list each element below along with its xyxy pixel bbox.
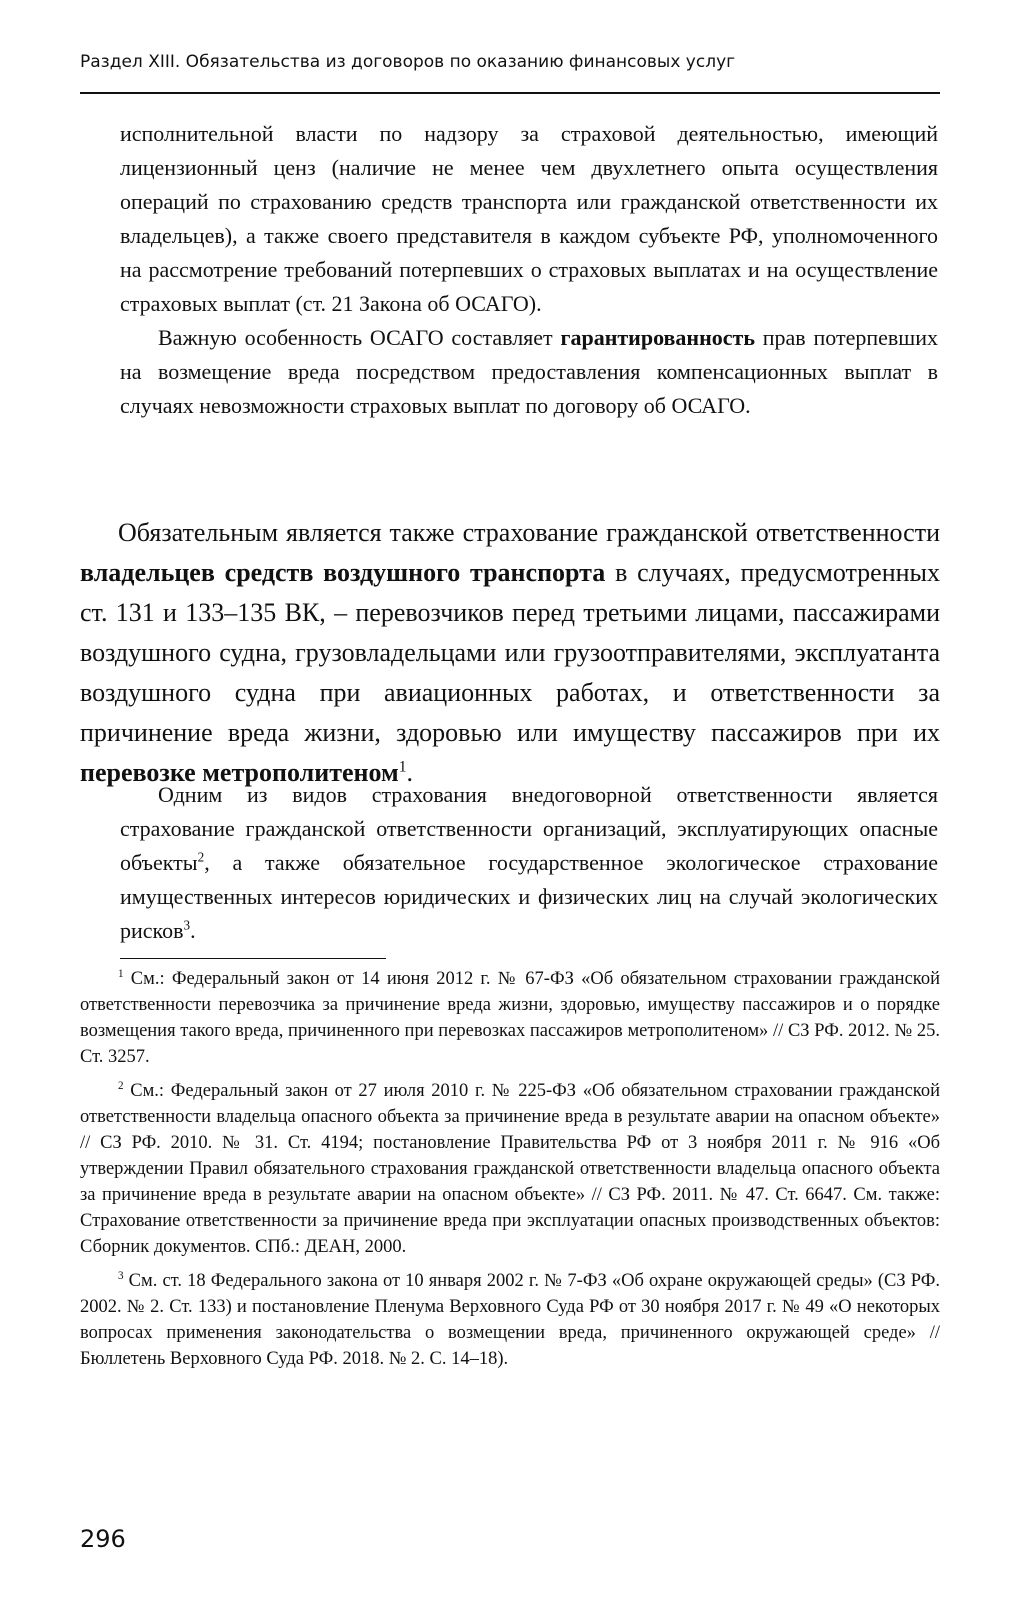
text-run: в случаях, предусмотренных ст. 131 и 133–135 ВК, – перевозчиков перед третьими лицами, пассажирами воздушного судна, грузовладельцами или грузоотправителями, эксплуатанта воздушного судна при авиационных работах, и ответственности за причинение вреда жизни, здоровью или имуществу пассажиров при их [80, 558, 941, 747]
footnote-mark: 3 [118, 1269, 124, 1282]
text-run: Важную особенность ОСАГО составляет [158, 325, 561, 350]
paragraph-guarantee [120, 321, 938, 423]
continuation-block [120, 117, 938, 423]
footnote-ref[interactable]: 1 [398, 758, 407, 776]
text-run: прав потерпевших на возмещение вреда посредством предоставления компенсационных выплат в случаях невозможности страховых выплат по договору об ОСАГО. [120, 325, 938, 418]
bold-term: владельцев средств воздушного транспорта [80, 558, 606, 587]
header-rule [80, 92, 940, 94]
footnote-ref[interactable]: 2 [197, 849, 205, 865]
highlighted-paragraph [80, 513, 940, 793]
paragraph-continuation: исполнительной власти по надзору за страховой деятельностью, имеющий лицензионный ценз (наличие не менее чем двухлетнего опыта осуществления операций по страхованию средств транспорта или гражданской ответственности их владельцев), а также своего представителя в каждом субъекте РФ, уполномоченного на рассмотрение требований потерпевших о страховых выплатах и на осуществление страховых выплат (ст. 21 Закона об ОСАГО). [120, 121, 938, 316]
footnote-text: См. ст. 18 Федерального закона от 10 января 2002 г. № 7-ФЗ «Об охране окружающей среды» (СЗ РФ. 2002. № 2. Ст. 133) и постановление Пленума Верховного Суда РФ от 30 ноября 2017 г. № 49 «О некоторых вопросах применения законодательства о возмещении вреда, причиненного окружающей среде» // Бюллетень Верховного Суда РФ. 2018. № 2. С. 14–18). [80, 1271, 940, 1369]
footnote-mark: 2 [118, 1079, 124, 1092]
paragraph-extra-contractual [120, 778, 938, 948]
footnote-3 [80, 1268, 940, 1372]
footnote-mark: 1 [118, 967, 124, 980]
footnote-1 [80, 966, 940, 1070]
footnote-text: См.: Федеральный закон от 27 июля 2010 г. № 225-ФЗ «Об обязательном страховании гражданской ответственности владельца опасного объекта за причинение вреда в результате аварии на опасном объекте» // СЗ РФ. 2010. № 31. Ст. 4194; постановление Правительства РФ от 3 ноября 2011 г. № 916 «Об утверждении Правил обязательного страхования гражданской ответственности владельца опасного объекта за причинение вреда в результате аварии на опасном объекте» // СЗ РФ. 2011. № 47. Ст. 6647. См. также: Страхование ответственности за причинение вреда при эксплуатации опасных производственных объектов: Сборник документов. СПб.: ДЕАН, 2000. [80, 1081, 940, 1257]
text-run: Обязательным является также страхование гражданской ответственности [118, 518, 940, 547]
paragraph-air-transport [80, 513, 940, 793]
footnote-ref[interactable]: 3 [183, 917, 191, 933]
page-number: 296 [80, 1525, 126, 1553]
footnotes [80, 966, 940, 1380]
running-header: Раздел XIII. Обязательства из договоров по оказанию финансовых услуг [80, 52, 736, 72]
footnote-text: См.: Федеральный закон от 14 июня 2012 г. № 67-ФЗ «Об обязательном страховании гражданской ответственности перевозчика за причинение вреда жизни, здоровью, имуществу пассажиров и о порядке возмещения такого вреда, причиненного при перевозках пассажиров метрополитеном» // СЗ РФ. 2012. № 25. Ст. 3257. [80, 969, 940, 1067]
text-run: , а также обязательное государственное экологическое страхование имущественных интересов юридических и физических лиц на случай экологических рисков [120, 850, 938, 943]
text-run: . [190, 918, 196, 943]
footnote-separator [120, 958, 386, 959]
footnote-2 [80, 1078, 940, 1260]
extra-contractual-block [120, 778, 938, 948]
bold-term: перевозке метрополитеном [80, 758, 399, 787]
text-run: Одним из видов страхования внедоговорной ответственности является страхование гражданской ответственности организаций, эксплуатирующих опасные объекты [120, 782, 938, 875]
bold-term: гарантированность [560, 325, 755, 350]
text-run: . [406, 758, 414, 787]
